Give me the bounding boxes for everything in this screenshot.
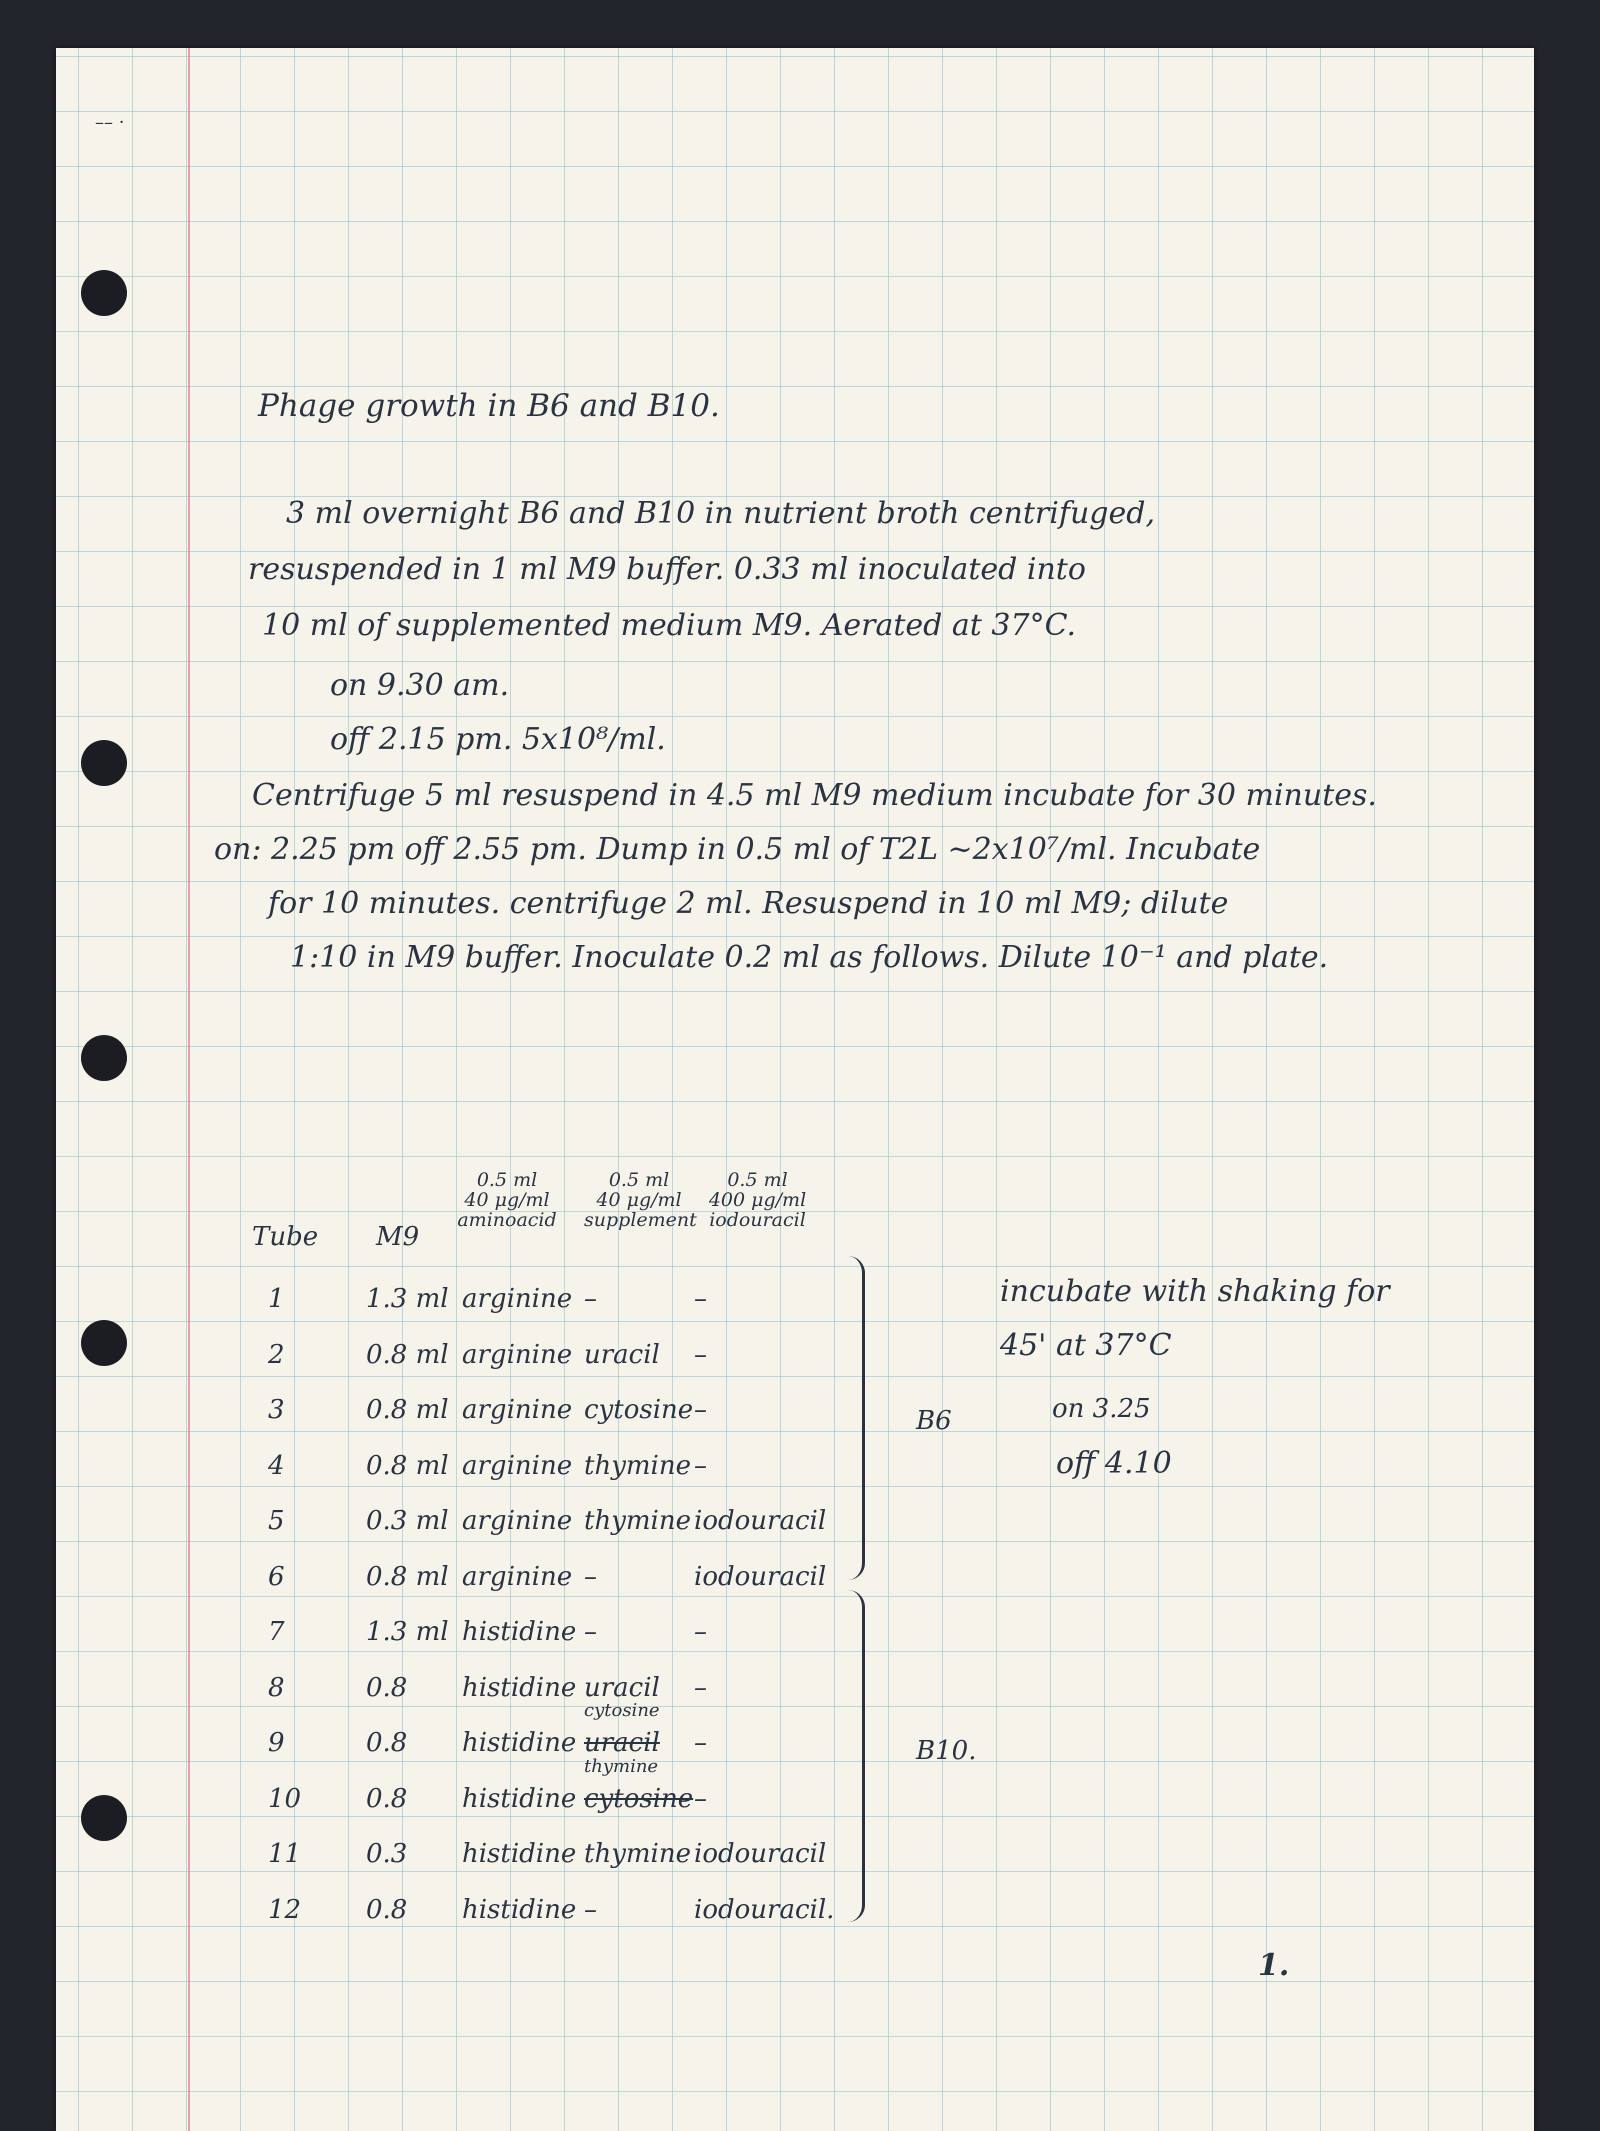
punch-hole (81, 1320, 127, 1366)
cell-supplement: thymine (584, 1506, 691, 1536)
cell-tube: 11 (268, 1839, 302, 1869)
cell-supplement: – (584, 1561, 597, 1592)
cell-m9: 0.8 (366, 1672, 408, 1703)
cell-m9: 0.8 ml (366, 1450, 449, 1481)
header-tube: Tube (252, 1222, 319, 1252)
cell-aminoacid: histidine (462, 1839, 577, 1869)
side-note: incubate with shaking for (1000, 1274, 1390, 1309)
cell-m9: 0.8 (366, 1894, 408, 1925)
note-line: for 10 minutes. centrifuge 2 ml. Resuspend in 10 ml M9; dilute (268, 886, 1229, 921)
cell-m9: 1.3 ml (366, 1617, 449, 1647)
page-title: Phage growth in B6 and B10. (258, 388, 720, 424)
cell-aminoacid: arginine (462, 1561, 573, 1592)
note-line: Centrifuge 5 ml resuspend in 4.5 ml M9 medium incubate for 30 minutes. (252, 778, 1377, 813)
punch-hole (81, 270, 127, 316)
note-line: off 2.15 pm. 5x10⁸/ml. (330, 722, 666, 757)
cell-aminoacid: arginine (462, 1284, 573, 1314)
cell-tube: 6 (268, 1561, 285, 1592)
cell-supplement: uracil (584, 1339, 660, 1370)
margin-line (188, 48, 190, 2131)
cell-supplement: thymine (584, 1450, 691, 1481)
header-supplement: 0.5 ml 40 μg/ml supplement (584, 1169, 697, 1231)
brace-b10 (848, 1590, 865, 1922)
cell-tube: 5 (268, 1506, 285, 1536)
brace-b6 (848, 1256, 865, 1580)
header-m9: M9 (376, 1222, 420, 1252)
cell-tube: 2 (268, 1339, 285, 1370)
cell-m9: 0.8 ml (366, 1561, 449, 1592)
cell-m9: 0.8 (366, 1728, 408, 1758)
header-aminoacid: 0.5 ml 40 μg/ml aminoacid (457, 1169, 557, 1231)
cell-m9: 0.3 ml (366, 1506, 449, 1536)
cell-iodouracil: iodouracil (694, 1506, 827, 1536)
cell-iodouracil: – (694, 1450, 707, 1481)
header-iodouracil: 0.5 ml 400 μg/ml iodouracil (708, 1169, 807, 1231)
cell-m9: 0.8 (366, 1783, 408, 1814)
corner-mark: –– · (95, 112, 125, 133)
cell-supplement: cytosine (584, 1395, 694, 1425)
cell-tube: 7 (268, 1617, 285, 1647)
cell-iodouracil: iodouracil (694, 1561, 827, 1592)
cell-aminoacid: arginine (462, 1506, 573, 1536)
cell-tube: 1 (268, 1284, 285, 1314)
cell-m9: 0.8 ml (366, 1395, 449, 1425)
side-note: off 4.10 (1056, 1446, 1172, 1481)
punch-hole (81, 1795, 127, 1841)
cell-m9: 0.8 ml (366, 1339, 449, 1370)
cell-aminoacid: arginine (462, 1450, 573, 1481)
overwrite-text: thymine (584, 1756, 659, 1777)
cell-supplement: uracil (584, 1672, 660, 1703)
cell-iodouracil: – (694, 1728, 707, 1758)
cell-aminoacid: histidine (462, 1894, 577, 1925)
page-number: 1. (1258, 1948, 1290, 1983)
cell-iodouracil: – (694, 1395, 707, 1425)
cell-aminoacid: arginine (462, 1339, 573, 1370)
note-line: 1:10 in M9 buffer. Inoculate 0.2 ml as follows. Dilute 10⁻¹ and plate. (290, 940, 1329, 975)
note-line: on 9.30 am. (330, 668, 510, 703)
cell-aminoacid: histidine (462, 1617, 577, 1647)
cell-iodouracil: – (694, 1783, 707, 1814)
cell-supplement: – (584, 1617, 597, 1647)
notebook-page (56, 48, 1534, 2131)
cell-iodouracil: – (694, 1284, 707, 1314)
cell-tube: 4 (268, 1450, 285, 1481)
cell-tube: 10 (268, 1783, 302, 1814)
cell-aminoacid: arginine (462, 1395, 573, 1425)
cell-tube: 3 (268, 1395, 285, 1425)
cell-aminoacid: histidine (462, 1783, 577, 1814)
cell-supplement: uracil (584, 1728, 660, 1758)
cell-iodouracil: iodouracil (694, 1839, 827, 1869)
cell-aminoacid: histidine (462, 1672, 577, 1703)
cell-m9: 1.3 ml (366, 1284, 449, 1314)
note-line: 10 ml of supplemented medium M9. Aerated at 37°C. (262, 608, 1076, 643)
cell-tube: 9 (268, 1728, 285, 1758)
cell-supplement: thymine (584, 1839, 691, 1869)
punch-hole (81, 1035, 127, 1081)
note-line: 3 ml overnight B6 and B10 in nutrient broth centrifuged, (286, 496, 1155, 531)
group-label-b6: B6 (916, 1406, 952, 1436)
cell-supplement: – (584, 1284, 597, 1314)
cell-iodouracil: iodouracil. (694, 1894, 835, 1925)
cell-aminoacid: histidine (462, 1728, 577, 1758)
overwrite-text: cytosine (584, 1700, 660, 1721)
punch-hole (81, 740, 127, 786)
cell-m9: 0.3 (366, 1839, 408, 1869)
cell-iodouracil: – (694, 1339, 707, 1370)
side-note: 45' at 37°C (1000, 1328, 1172, 1363)
cell-iodouracil: – (694, 1617, 707, 1647)
note-line: resuspended in 1 ml M9 buffer. 0.33 ml inoculated into (248, 552, 1086, 587)
side-note: on 3.25 (1052, 1394, 1151, 1424)
cell-supplement: – (584, 1894, 597, 1925)
cell-iodouracil: – (694, 1672, 707, 1703)
note-line: on: 2.25 pm off 2.55 pm. Dump in 0.5 ml of T2L ~2x10⁷/ml. Incubate (214, 832, 1261, 867)
cell-tube: 8 (268, 1672, 285, 1703)
cell-supplement: cytosine (584, 1783, 694, 1814)
group-label-b10: B10. (916, 1736, 977, 1766)
cell-tube: 12 (268, 1894, 302, 1925)
